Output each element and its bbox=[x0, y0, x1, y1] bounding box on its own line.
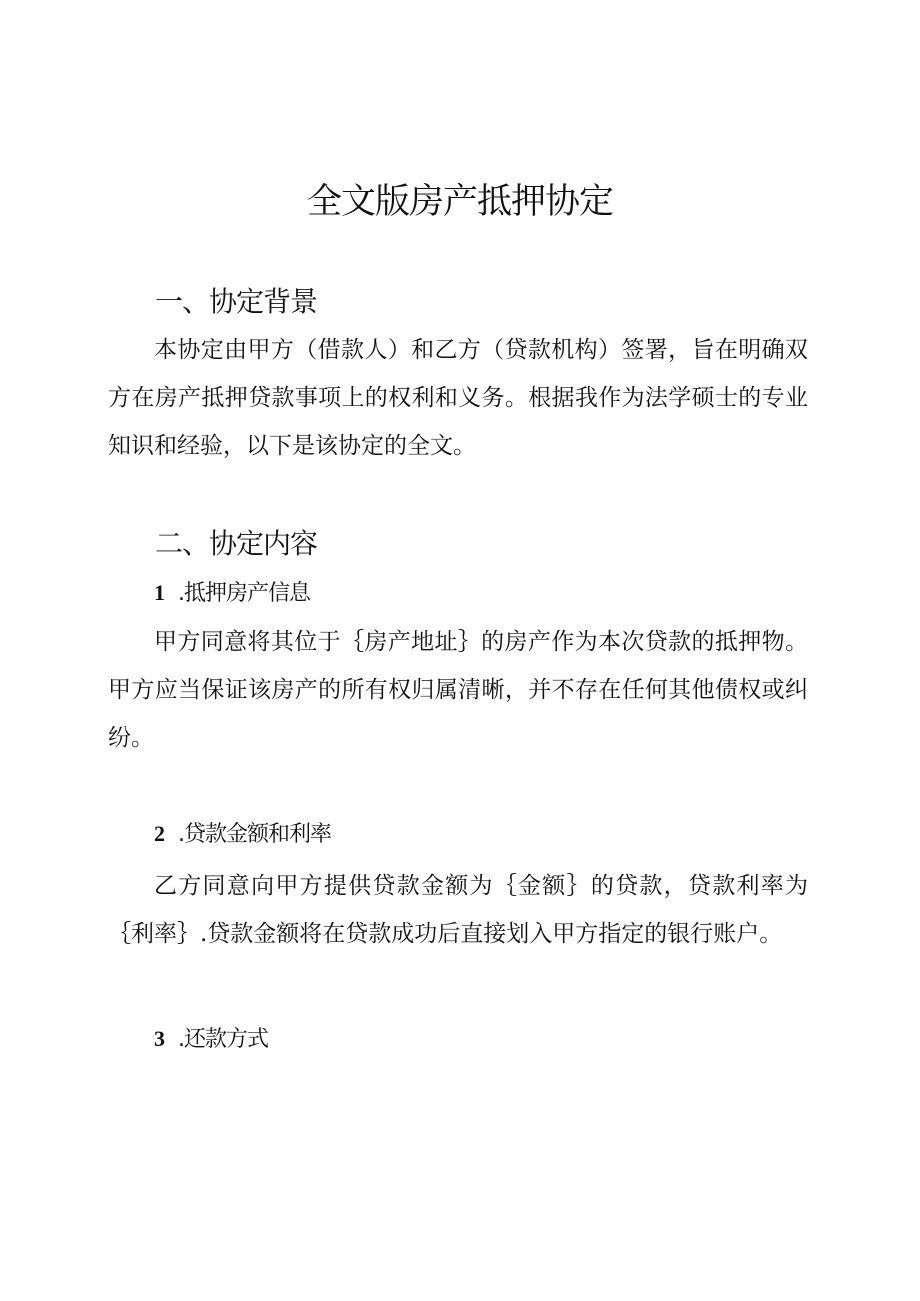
property-info-paragraph: 甲方同意将其位于｛房产地址｝的房产作为本次贷款的抵押物。甲方应当保证该房产的所有权归属清晰，并不存在任何其他债权或纠纷。 bbox=[108, 629, 808, 751]
subsection-heading-property-info bbox=[154, 577, 310, 610]
subsection-title: .贷款金额和利率 bbox=[178, 822, 331, 847]
subsection-heading-repayment bbox=[154, 1023, 268, 1056]
subsection-title: .还款方式 bbox=[178, 1027, 268, 1052]
subsection-heading-loan-amount bbox=[154, 818, 331, 851]
subsection-number: 1 bbox=[154, 580, 164, 605]
loan-amount-paragraph: 乙方同意向甲方提供贷款金额为｛金额｝的贷款，贷款利率为｛利率｝.贷款金额将在贷款成功后直接划入甲方指定的银行账户。 bbox=[108, 873, 808, 947]
section-heading-content: 二、协定内容 bbox=[155, 527, 318, 560]
document-title: 全文版房产抵押协定 bbox=[306, 182, 613, 222]
background-paragraph: 本协定由甲方（借款人）和乙方（贷款机构）签署，旨在明确双方在房产抵押贷款事项上的权利和义务。根据我作为法学硕士的专业知识和经验，以下是该协定的全文。 bbox=[108, 337, 808, 459]
subsection-title: .抵押房产信息 bbox=[178, 581, 310, 606]
subsection-number: 2 bbox=[154, 821, 164, 846]
subsection-number: 3 bbox=[154, 1026, 164, 1051]
section-heading-background: 一、协定背景 bbox=[155, 285, 318, 318]
